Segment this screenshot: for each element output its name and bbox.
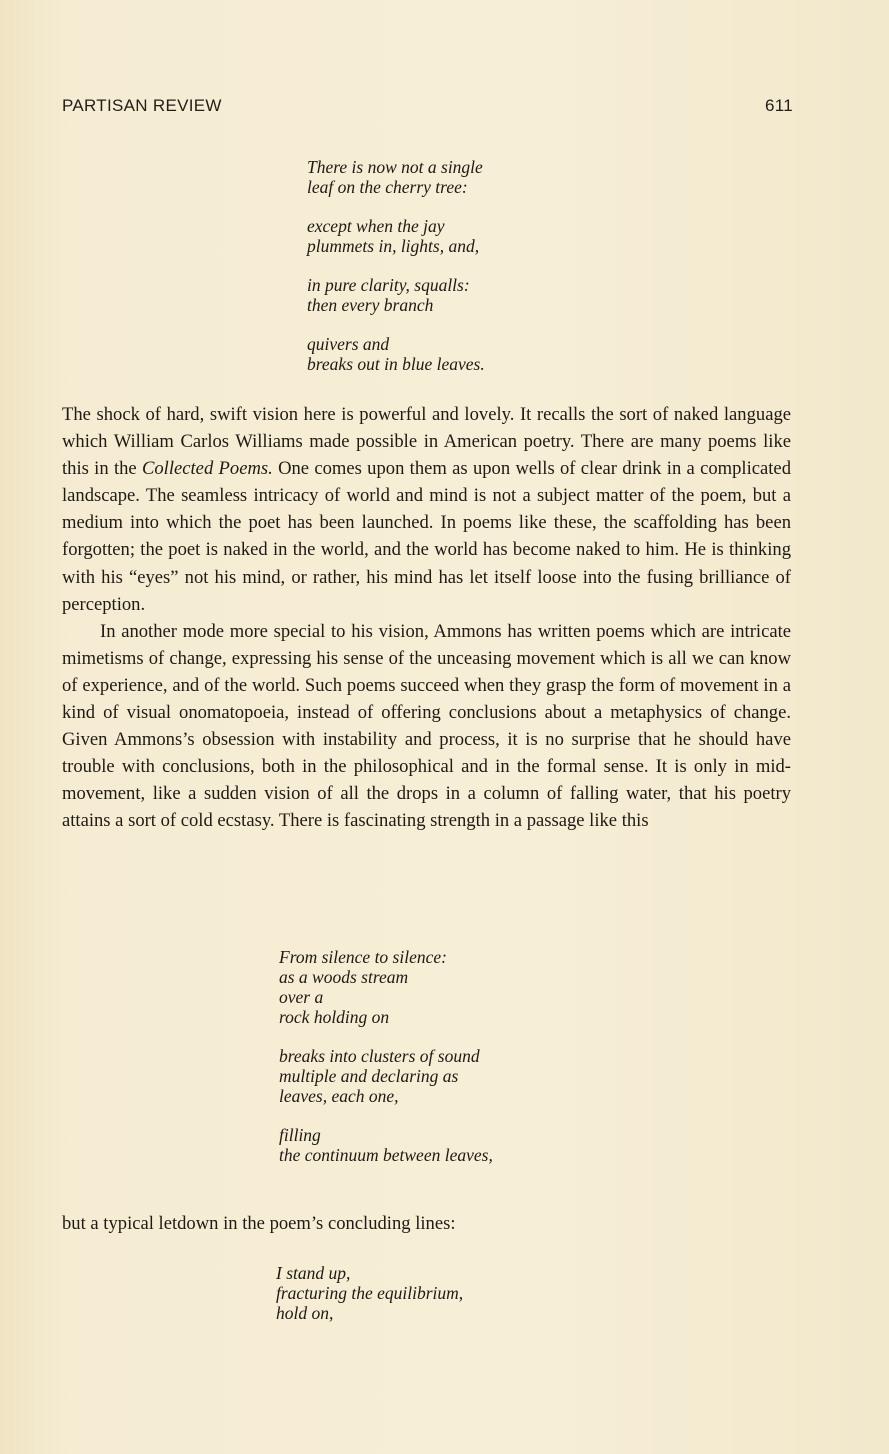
poem-line: fracturing the equilibrium, [276,1283,464,1303]
poem-line: breaks out in blue leaves. [307,354,485,374]
poem-line: hold on, [276,1303,334,1323]
poem-stanza [307,216,485,256]
poem-excerpt-cherry-tree [307,157,485,393]
page-number: 611 [764,96,793,115]
poem-excerpt-woods-stream [279,947,493,1184]
poem-line: There is now not a single [307,157,483,177]
poem-line: as a woods stream [279,967,409,987]
poem-line: rock holding on [279,1007,390,1027]
poem-line: plummets in, lights, and, [307,236,480,256]
journal-title: PARTISAN REVIEW [62,96,222,115]
poem-line: From silence to silence: [279,947,447,967]
poem-stanza [279,1046,493,1106]
poem-line: multiple and declaring as [279,1066,459,1086]
poem-excerpt-concluding-lines [276,1263,463,1342]
poem-stanza [279,947,493,1027]
poem-stanza [307,334,485,374]
transition-sentence: but a typical letdown in the poem’s concluding lines: [62,1213,456,1234]
running-head [62,96,793,116]
poem-line: filling [279,1125,321,1145]
poem-line: breaks into clusters of sound [279,1046,480,1066]
paragraph-text: One comes upon them as upon wells of clear drink in a complicated landscape. The seamless intricacy of world and mind is not a subject matter of the poem, but a medium into which the poet has been launched. In poems like these, the scaffolding has been forgotten; the poet is naked in the world, and the world has become naked to him. He is thinking with his “eyes” not his mind, or rather, his mind has let itself loose into the fusing brilliance of perception. [62,458,791,615]
poem-line: then every branch [307,295,434,315]
poem-stanza [307,157,485,197]
poem-stanza [276,1263,463,1323]
book-title: Collected Poems. [141,458,273,480]
poem-line: over a [279,987,324,1007]
poem-line: leaves, each one, [279,1086,399,1106]
body-text [62,401,791,835]
poem-line: quivers and [307,334,390,354]
paragraph-text: The shock of hard, swift vision here is powerful and lovely. It recalls the sort of naked language which William Carlos Williams made possible in American poetry. There are many poems like this in the [62,404,791,480]
poem-stanza [279,1125,493,1165]
paragraph [62,401,791,618]
poem-line: I stand up, [276,1263,351,1283]
poem-stanza [307,275,485,315]
poem-line: leaf on the cherry tree: [307,177,468,197]
poem-line: the continuum between leaves, [279,1145,493,1165]
paragraph: In another mode more special to his vision, Ammons has written poems which are intricate mimetisms of change, expressing his sense of the unceasing movement which is all we can know of experience, and of the world. Such poems succeed when they grasp the form of movement in a kind of visual onomatopoeia, instead of offering conclusions about a metaphysics of change. Given Ammons’s obsession with instability and process, it is no surprise that he should have trouble with conclusions, both in the philosophical and in the formal sense. It is only in mid-movement, like a sudden vision of all the drops in a column of falling water, that his poetry attains a sort of cold ecstasy. There is fascinating strength in a passage like this [62,620,791,832]
poem-line: except when the jay [307,216,445,236]
poem-line: in pure clarity, squalls: [307,275,470,295]
